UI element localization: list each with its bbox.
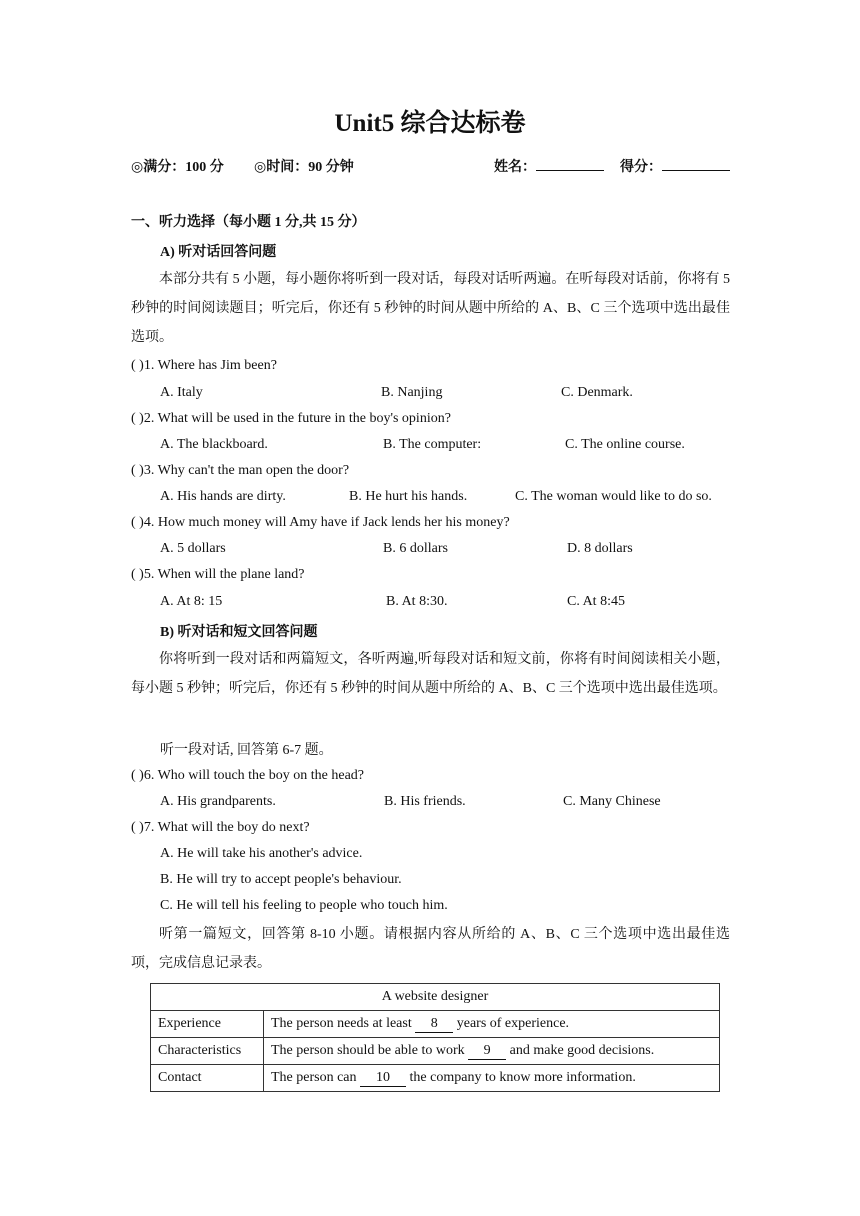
- answer-bracket[interactable]: ( ): [131, 820, 144, 835]
- passage-note: 听第一篇短文，回答第 8-10 小题。请根据内容从所给的 A、B、C 三个选项中选出最佳选项，完成信息记录表。: [131, 927, 730, 971]
- q4-option-a: A. 5 dollars: [160, 541, 226, 556]
- q1-option-c: C. Denmark.: [561, 385, 633, 400]
- q3-option-a: A. His hands are dirty.: [160, 489, 286, 504]
- question-3: [131, 463, 349, 479]
- row-label: Experience: [151, 1011, 264, 1038]
- question-text: 1. Where has Jim been?: [143, 358, 277, 373]
- q6-option-c: C. Many Chinese: [563, 794, 661, 809]
- answer-bracket[interactable]: ( ): [131, 768, 144, 783]
- table-title: A website designer: [151, 984, 720, 1011]
- q7-option-a: A. He will take his another's advice.: [160, 846, 363, 861]
- question-text: 7. What will the boy do next?: [143, 820, 310, 835]
- answer-bracket[interactable]: ( ): [131, 358, 144, 373]
- time-label: ◎时间：90 分钟: [254, 160, 354, 175]
- row-label: Characteristics: [151, 1038, 264, 1065]
- dialog-note: 听一段对话, 回答第 6-7 题。: [160, 743, 333, 758]
- q6-option-b: B. His friends.: [384, 794, 466, 809]
- q5-option-b: B. At 8:30.: [386, 594, 448, 609]
- table-row: [151, 1011, 720, 1038]
- info-record-table: [150, 983, 720, 1092]
- q3-option-b: B. He hurt his hands.: [349, 489, 468, 504]
- answer-bracket[interactable]: ( ): [131, 463, 144, 478]
- question-1: [131, 358, 277, 374]
- table-header-row: [151, 984, 720, 1011]
- row-text-before: The person should be able to work: [271, 1042, 465, 1058]
- question-text: 3. Why can't the man open the door?: [143, 463, 350, 478]
- q2-option-c: C. The online course.: [565, 437, 685, 452]
- q5-option-c: C. At 8:45: [567, 594, 625, 609]
- q4-option-b: B. 6 dollars: [383, 541, 448, 556]
- question-4: [131, 515, 510, 531]
- row-text-before: The person can: [271, 1069, 357, 1085]
- q2-option-a: A. The blackboard.: [160, 437, 268, 452]
- answer-bracket[interactable]: ( ): [131, 515, 144, 530]
- partA-intro: 本部分共有 5 小题，每小题你将听到一段对话，每段对话听两遍。在听每段对话前，你将有 5 秒钟的时间阅读题目；听完后，你还有 5 秒钟的时间从题中所给的 A、B、C 三个选项中选出最佳选项。: [131, 272, 730, 345]
- row-text-after: years of experience.: [456, 1015, 570, 1031]
- answer-blank-10[interactable]: 10: [360, 1070, 406, 1087]
- row-content: [264, 1011, 720, 1038]
- q5-option-a: A. At 8: 15: [160, 594, 223, 609]
- section1-heading: 一、听力选择（每小题 1 分,共 15 分）: [131, 215, 366, 230]
- q6-option-a: A. His grandparents.: [160, 794, 276, 809]
- row-content: [264, 1038, 720, 1065]
- question-5: [131, 567, 305, 583]
- row-label: Contact: [151, 1065, 264, 1092]
- row-text-after: the company to know more information.: [409, 1069, 636, 1085]
- answer-bracket[interactable]: ( ): [131, 411, 144, 426]
- answer-blank-9[interactable]: 9: [468, 1043, 506, 1060]
- q7-option-c: C. He will tell his feeling to people who touch him.: [160, 898, 448, 913]
- question-text: 4. How much money will Amy have if Jack lends her his money?: [143, 515, 510, 530]
- score-blank[interactable]: [662, 156, 730, 171]
- answer-blank-8[interactable]: 8: [415, 1016, 453, 1033]
- question-2: [131, 411, 451, 427]
- partA-heading: A) 听对话回答问题: [160, 245, 277, 260]
- q1-option-a: A. Italy: [160, 385, 203, 400]
- score-label: 得分：: [620, 160, 662, 175]
- q3-option-c: C. The woman would like to do so.: [515, 489, 712, 504]
- partB-intro: 你将听到一段对话和两篇短文，各听两遍,听每段对话和短文前，你将有时间阅读相关小题，每小题 5 秒钟；听完后，你还有 5 秒钟的时间从题中所给的 A、B、C 三个选项中选出最佳选项。: [131, 652, 730, 696]
- q4-option-d: D. 8 dollars: [567, 541, 633, 556]
- q1-option-b: B. Nanjing: [381, 385, 443, 400]
- question-text: 2. What will be used in the future in the boy's opinion?: [143, 411, 451, 426]
- partB-heading: B) 听对话和短文回答问题: [160, 625, 318, 640]
- score-field[interactable]: [620, 156, 730, 176]
- question-text: 5. When will the plane land?: [143, 567, 305, 582]
- question-text: 6. Who will touch the boy on the head?: [143, 768, 365, 783]
- answer-bracket[interactable]: ( ): [131, 567, 144, 582]
- name-label: 姓名：: [494, 160, 536, 175]
- question-6: [131, 768, 364, 784]
- row-content: [264, 1065, 720, 1092]
- name-blank[interactable]: [536, 156, 604, 171]
- q7-option-b: B. He will try to accept people's behaviour.: [160, 872, 402, 887]
- q2-option-b: B. The computer:: [383, 437, 482, 452]
- question-7: [131, 820, 310, 836]
- table-row: [151, 1038, 720, 1065]
- row-text-before: The person needs at least: [271, 1015, 412, 1031]
- table-row: [151, 1065, 720, 1092]
- name-field[interactable]: [494, 156, 604, 176]
- row-text-after: and make good decisions.: [509, 1042, 655, 1058]
- page-title: Unit5 综合达标卷: [334, 110, 526, 137]
- full-score-label: ◎满分：100 分: [131, 160, 224, 175]
